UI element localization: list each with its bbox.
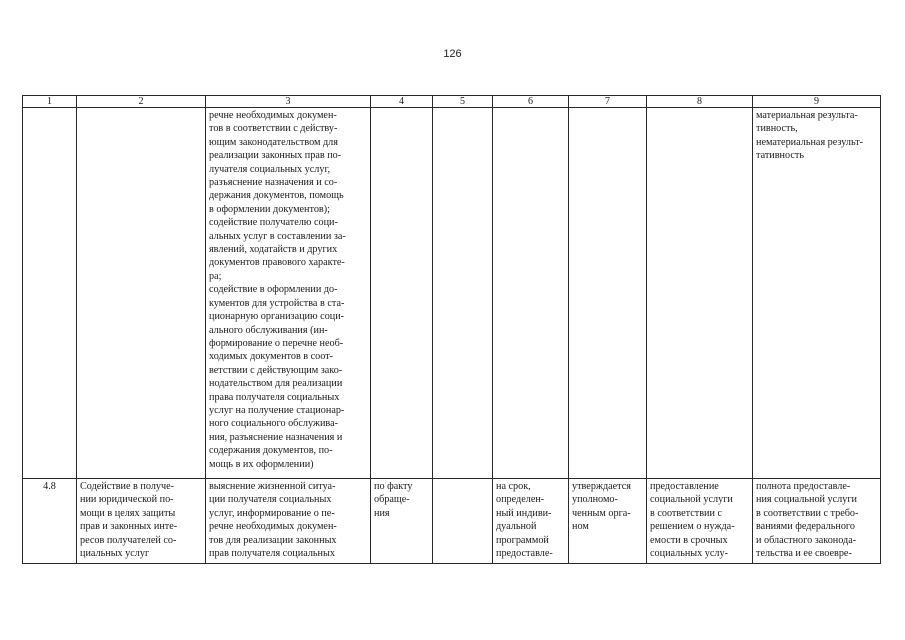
- service-tariff-cell: утверждается уполномо- ченным орга- ном: [569, 479, 647, 564]
- column-number-8: 8: [647, 96, 753, 108]
- column-number-7: 7: [569, 96, 647, 108]
- service-name-cell: Содействие в получе- нии юридической по- мощи в целях защиты прав и законных инте- ресов получателей со- циальных услуг: [77, 479, 206, 564]
- column-number-9: 9: [753, 96, 881, 108]
- cell-empty: [493, 108, 569, 479]
- cell-empty: [371, 108, 433, 479]
- services-table: [22, 95, 881, 564]
- quality-indicators-cell: материальная результа- тивность, нематериальная результ- тативность: [753, 108, 881, 479]
- service-conditions-cell: предоставление социальной услуги в соответствии с решением о нужда- емости в срочных социальных услу-: [647, 479, 753, 564]
- column-number-1: 1: [23, 96, 77, 108]
- column-number-5: 5: [433, 96, 493, 108]
- column-number-6: 6: [493, 96, 569, 108]
- cell-empty: [77, 108, 206, 479]
- quality-indicators-cell: полнота предоставле- ния социальной услуги в соответствии с требо- ваниями федерального и областного законода- тельства и ее своевре-: [753, 479, 881, 564]
- service-period-cell: на срок, определен- ный индиви- дуальной программой предоставле-: [493, 479, 569, 564]
- row-number-cell: 4.8: [23, 479, 77, 564]
- column-number-2: 2: [77, 96, 206, 108]
- table-row-continued: [23, 108, 881, 479]
- cell-empty: [23, 108, 77, 479]
- cell-empty: [569, 108, 647, 479]
- service-content-cell: речне необходимых докумен- тов в соответствии с действу- ющим законодательством для реализации законных прав по- лучателя социальных услуг, разъяснение назначения и со- держания документов, помощь в оформлении документов); содействие получателю соци- альных услуг в составлении за- явлений, ходатайств и других документов правового характе- ра; содействие в оформлении до- кументов для устройства в ста- ционарную организацию соци- ального обслуживания (ин- формирование о перечне необ- ходимых документов в соот- ветствии с действующим зако- нодательством для реализации права получателя социальных услуг на получение стационар- ного социального обслужива- ния, разъяснение назначения и содержания документов, по- мощь в их оформлении): [206, 108, 371, 479]
- service-content-cell: выяснение жизненной ситуа- ции получателя социальных услуг, информирование о пе- речне необходимых докумен- тов для реализации законных прав получателя социальных: [206, 479, 371, 564]
- table-header-row: [23, 96, 881, 108]
- cell-empty: [433, 479, 493, 564]
- page-number: 126: [443, 48, 462, 60]
- cell-empty: [647, 108, 753, 479]
- cell-empty: [433, 108, 493, 479]
- table-row-4-8: [23, 479, 881, 564]
- column-number-3: 3: [206, 96, 371, 108]
- service-term-cell: по факту обраще- ния: [371, 479, 433, 564]
- column-number-4: 4: [371, 96, 433, 108]
